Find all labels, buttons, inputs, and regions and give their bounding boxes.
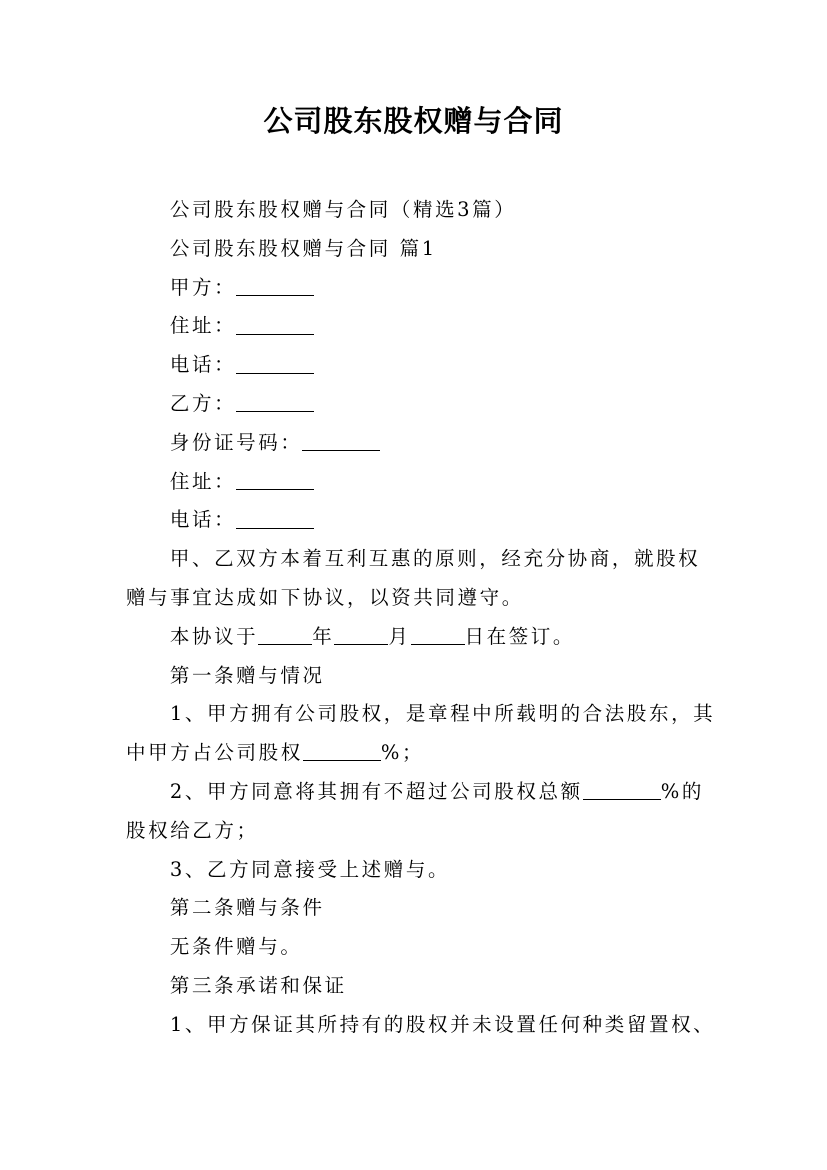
phone-a-line — [126, 346, 716, 385]
gift-percent-blank — [583, 780, 661, 801]
party-b-line — [126, 385, 716, 424]
article1-item2 — [126, 773, 716, 851]
month-blank — [334, 625, 388, 646]
article3-heading: 第三条承诺和保证 — [169, 973, 347, 997]
intro-line: 公司股东股权赠与合同（精选3篇） — [169, 198, 517, 221]
party-a-blank — [236, 275, 314, 296]
party-b-label: 乙方： — [169, 391, 237, 415]
id-label: 身份证号码： — [169, 430, 303, 454]
id-line — [126, 424, 716, 463]
party-b-blank — [236, 392, 314, 413]
year-label: 年 — [312, 624, 335, 648]
document-body — [126, 191, 716, 1045]
phone-b-blank — [236, 508, 314, 529]
party-a-line — [126, 269, 716, 308]
article1-item2-suffix: %的股权给乙方； — [126, 779, 704, 842]
day-blank — [411, 625, 465, 646]
article1-heading: 第一条赠与情况 — [169, 663, 325, 687]
address-b-line — [126, 463, 716, 502]
address-b-label: 住址： — [169, 469, 237, 493]
address-a-label: 住址： — [169, 314, 237, 338]
section-heading: 公司股东股权赠与合同 篇1 — [169, 236, 437, 260]
article1-item1 — [126, 695, 716, 773]
party-a-label: 甲方： — [169, 275, 237, 299]
article1-item2-text: 2、甲方同意将其拥有不超过公司股权总额 — [169, 779, 583, 803]
address-a-line — [126, 307, 716, 346]
article3-item1: 1、甲方保证其所持有的股权并未设置任何种类留置权、 — [169, 1012, 716, 1036]
article2-heading: 第二条赠与条件 — [169, 896, 325, 920]
article1-item1-text: 1、甲方拥有公司股权，是章程中所载明的合法股东，其中甲方占公司股权 — [126, 702, 716, 765]
id-blank — [302, 431, 380, 452]
phone-b-line — [126, 501, 716, 540]
phone-a-blank — [236, 353, 314, 374]
day-suffix: 日在签订。 — [464, 624, 576, 648]
preamble-paragraph: 甲、乙双方本着互利互惠的原则，经充分协商，就股权赠与事宜达成如下协议，以资共同遵守。 — [126, 547, 701, 609]
date-prefix: 本协议于 — [169, 624, 259, 648]
address-a-blank — [236, 314, 314, 335]
article2-text: 无条件赠与。 — [169, 935, 303, 959]
address-b-blank — [236, 469, 314, 490]
article1-item3: 3、乙方同意接受上述赠与。 — [169, 857, 451, 881]
month-label: 月 — [388, 624, 411, 648]
date-line — [126, 618, 716, 657]
phone-b-label: 电话： — [169, 508, 237, 532]
share-percent-blank — [303, 741, 381, 762]
year-blank — [258, 625, 312, 646]
article1-item1-suffix: %； — [380, 741, 425, 765]
document-title: 公司股东股权赠与合同 — [263, 104, 564, 138]
phone-a-label: 电话： — [169, 353, 237, 377]
